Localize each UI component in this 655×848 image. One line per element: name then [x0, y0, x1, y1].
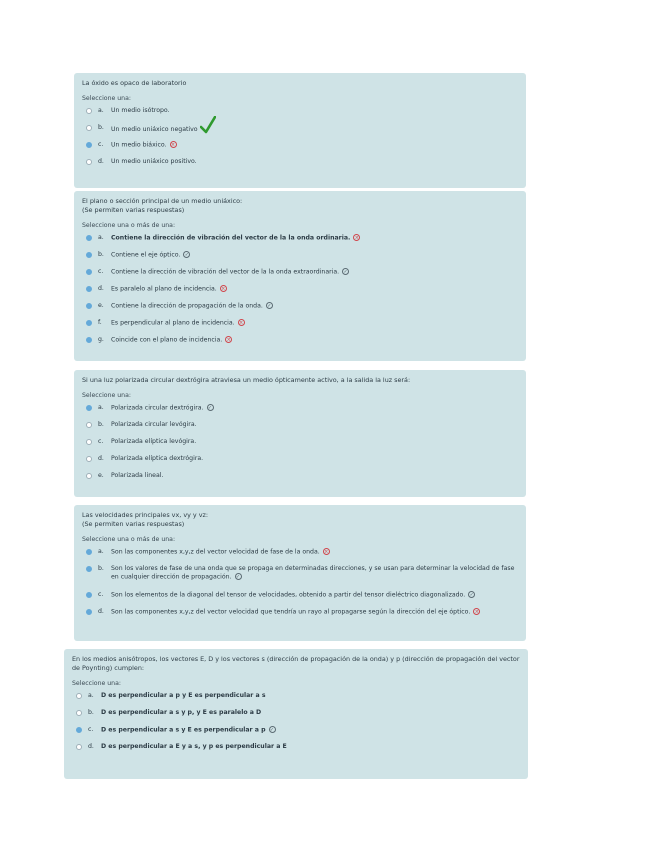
option-text: Un medio uniáxico negativo	[111, 126, 198, 133]
option-text-wrap	[111, 438, 518, 446]
answer-option[interactable]	[82, 319, 518, 336]
option-text-wrap	[111, 107, 518, 115]
answer-prompt: Seleccione una:	[82, 95, 131, 102]
option-text: Es paralelo al plano de incidencia.	[111, 285, 217, 293]
option-text-wrap	[111, 591, 518, 600]
option-text-wrap	[111, 455, 518, 463]
correct-icon: ✓	[184, 252, 189, 258]
question-note: (Se permiten varias respuestas)	[82, 520, 185, 528]
option-text: Son los valores de fase de una onda que se propaga en determinadas direcciones, y se usan para determinar la velocidad de fase en cualquier dirección de propagación.	[111, 565, 515, 581]
radio-unselected[interactable]	[86, 422, 92, 428]
option-text: Un medio biáxico.	[111, 141, 167, 149]
answer-options	[82, 107, 518, 175]
question-card-5	[64, 649, 528, 779]
answer-option[interactable]	[72, 743, 520, 760]
answer-option[interactable]	[72, 726, 520, 743]
option-letter: f.	[98, 319, 102, 326]
option-text: Un medio isótropo.	[111, 107, 170, 114]
option-text: Un medio uniáxico positivo.	[111, 158, 197, 165]
option-letter: d.	[98, 158, 104, 165]
answer-option[interactable]	[82, 472, 518, 489]
option-text: Contiene la dirección de propagación de la onda.	[111, 302, 263, 310]
answer-option[interactable]	[82, 124, 518, 141]
option-letter: d.	[88, 743, 94, 750]
question-text: Las velocidades principales vx, vy y vz:	[82, 511, 209, 519]
question-text: El plano o sección principal de un medio uniáxico:	[82, 197, 243, 205]
option-text: Polarizada lineal.	[111, 472, 164, 479]
answer-option[interactable]	[82, 251, 518, 268]
radio-unselected[interactable]	[86, 159, 92, 165]
option-letter: c.	[88, 726, 94, 733]
option-text-wrap	[111, 319, 518, 328]
answer-option[interactable]	[82, 302, 518, 319]
big-checkmark-icon	[200, 116, 216, 134]
option-letter: c.	[98, 438, 104, 445]
option-letter: e.	[98, 302, 104, 309]
option-text-wrap	[101, 743, 520, 751]
correct-icon: ✓	[343, 269, 348, 275]
incorrect-icon: ×	[226, 337, 231, 343]
radio-selected[interactable]	[86, 320, 92, 326]
option-letter: c.	[98, 268, 104, 275]
answer-options	[82, 404, 518, 489]
answer-prompt: Seleccione una:	[82, 392, 131, 399]
radio-selected[interactable]	[86, 252, 92, 258]
radio-selected[interactable]	[86, 592, 92, 598]
answer-option[interactable]	[82, 234, 518, 251]
radio-unselected[interactable]	[86, 439, 92, 445]
question-card-3	[74, 370, 526, 497]
incorrect-icon: ×	[474, 609, 479, 615]
answer-option[interactable]	[82, 268, 518, 285]
radio-unselected[interactable]	[86, 125, 92, 131]
correct-icon: ✓	[207, 405, 213, 411]
correct-icon: ✓	[469, 592, 474, 598]
option-letter: c.	[98, 591, 104, 598]
correct-icon: ✓	[269, 727, 275, 733]
radio-unselected[interactable]	[86, 108, 92, 114]
option-text-wrap	[111, 158, 518, 166]
option-text: Polarizada circular dextrógira.	[111, 404, 204, 412]
correct-icon: ✓	[235, 574, 241, 580]
option-text-wrap	[111, 565, 518, 582]
option-letter: a.	[98, 404, 104, 411]
incorrect-icon: ×	[170, 142, 176, 148]
answer-option[interactable]	[82, 421, 518, 438]
option-text-wrap	[111, 472, 518, 480]
answer-option[interactable]	[82, 285, 518, 302]
option-letter: d.	[98, 455, 104, 462]
question-text: Si una luz polarizada circular dextrógira atraviesa un medio ópticamente activo, a la salida la luz será:	[82, 376, 411, 384]
option-text-wrap	[111, 141, 518, 150]
answer-option[interactable]	[82, 455, 518, 472]
answer-option[interactable]	[72, 692, 520, 709]
radio-selected[interactable]	[86, 286, 92, 292]
option-text: Contiene la dirección de vibración del vector de la la onda ordinaria.	[111, 234, 351, 242]
incorrect-icon: ×	[239, 320, 244, 326]
radio-unselected[interactable]	[86, 473, 92, 479]
option-letter: a.	[98, 234, 104, 241]
answer-prompt: Seleccione una:	[72, 680, 121, 687]
answer-prompt: Seleccione una o más de una:	[82, 536, 176, 543]
option-text: Contiene la dirección de vibración del vector de la la onda extraordinaria.	[111, 268, 340, 276]
option-letter: b.	[98, 124, 104, 131]
option-text-wrap	[111, 548, 518, 557]
question-text: La óxido es opaco de laboratorio	[82, 79, 187, 87]
option-letter: d.	[98, 285, 104, 292]
option-text: Contiene el eje óptico.	[111, 251, 181, 259]
answer-option[interactable]	[82, 158, 518, 175]
option-text: Son las componentes x,y,z del vector velocidad que tendría un rayo al propagarse según la dirección del eje óptico.	[111, 608, 471, 616]
answer-option[interactable]	[82, 591, 518, 608]
radio-selected[interactable]	[76, 727, 82, 733]
option-text: Polarizada elíptica dextrógira.	[111, 455, 204, 462]
radio-selected[interactable]	[86, 235, 92, 241]
answer-prompt: Seleccione una o más de una:	[82, 222, 176, 229]
option-text-wrap	[111, 251, 518, 260]
answer-option[interactable]	[82, 608, 518, 625]
incorrect-icon: ×	[221, 286, 226, 292]
option-text: D es perpendicular a E y a s, y p es perpendicular a E	[101, 743, 287, 750]
radio-selected[interactable]	[86, 269, 92, 275]
option-text: Polarizada elíptica levógira.	[111, 438, 197, 445]
option-text: Son las componentes x,y,z del vector velocidad de fase de la onda.	[111, 548, 320, 556]
option-letter: a.	[98, 548, 104, 555]
option-letter: b.	[88, 709, 94, 716]
radio-selected[interactable]	[86, 549, 92, 555]
radio-unselected[interactable]	[76, 710, 82, 716]
option-text: Son los elementos de la diagonal del tensor de velocidades, obtenido a partir del tensor dieléctrico diagonalizado.	[111, 591, 466, 599]
option-text-wrap	[111, 608, 518, 617]
option-text-wrap	[101, 709, 520, 717]
option-letter: b.	[98, 565, 104, 572]
option-text-wrap	[101, 692, 520, 700]
answer-option[interactable]	[82, 336, 518, 353]
answer-option[interactable]	[82, 141, 518, 158]
option-letter: c.	[98, 141, 104, 148]
radio-selected[interactable]	[86, 609, 92, 615]
option-letter: b.	[98, 251, 104, 258]
question-text: En los medios anisótropos, los vectores E, D y los vectores s (dirección de propagación de la onda) y p (dirección de propagación del vector de Poynting) cumplen:	[72, 655, 520, 672]
option-text: Es perpendicular al plano de incidencia.	[111, 319, 235, 327]
option-text-wrap	[111, 124, 518, 134]
option-letter: e.	[98, 472, 104, 479]
option-text: D es perpendicular a p y E es perpendicular a s	[101, 692, 266, 699]
answer-option[interactable]	[82, 404, 518, 421]
question-note: (Se permiten varias respuestas)	[82, 206, 185, 214]
radio-selected[interactable]	[86, 566, 92, 572]
option-text: D es perpendicular a s y p, y E es paralelo a D	[101, 709, 262, 716]
option-text: Coincide con el plano de incidencia.	[111, 336, 223, 344]
option-text-wrap	[111, 421, 518, 429]
option-letter: a.	[88, 692, 94, 699]
answer-options	[82, 548, 518, 625]
option-letter: b.	[98, 421, 104, 428]
answer-options	[82, 234, 518, 353]
option-text-wrap	[111, 302, 518, 311]
option-text-wrap	[101, 726, 520, 735]
question-card-4	[74, 505, 526, 641]
incorrect-icon: ×	[354, 235, 359, 241]
option-text-wrap	[111, 285, 518, 294]
option-text: Polarizada circular levógira.	[111, 421, 197, 428]
radio-selected[interactable]	[86, 337, 92, 343]
radio-selected[interactable]	[86, 142, 92, 148]
radio-unselected[interactable]	[76, 744, 82, 750]
option-text-wrap	[111, 336, 518, 345]
option-letter: g.	[98, 336, 104, 343]
incorrect-icon: ×	[324, 549, 329, 555]
option-text-wrap	[111, 234, 518, 243]
question-card-2	[74, 191, 526, 361]
option-text-wrap	[111, 404, 518, 413]
option-letter: a.	[98, 107, 104, 114]
answer-option[interactable]	[72, 709, 520, 726]
question-card-1	[74, 73, 526, 188]
radio-unselected[interactable]	[76, 693, 82, 699]
answer-option[interactable]	[82, 548, 518, 565]
answer-option[interactable]	[82, 438, 518, 455]
radio-unselected[interactable]	[86, 456, 92, 462]
option-letter: d.	[98, 608, 104, 615]
answer-options	[72, 692, 520, 760]
option-text-wrap	[111, 268, 518, 277]
correct-icon: ✓	[267, 303, 272, 309]
answer-option[interactable]	[82, 565, 518, 591]
option-text: D es perpendicular a s y E es perpendicular a p	[101, 726, 266, 734]
answer-option[interactable]	[82, 107, 518, 124]
radio-selected[interactable]	[86, 405, 92, 411]
radio-selected[interactable]	[86, 303, 92, 309]
